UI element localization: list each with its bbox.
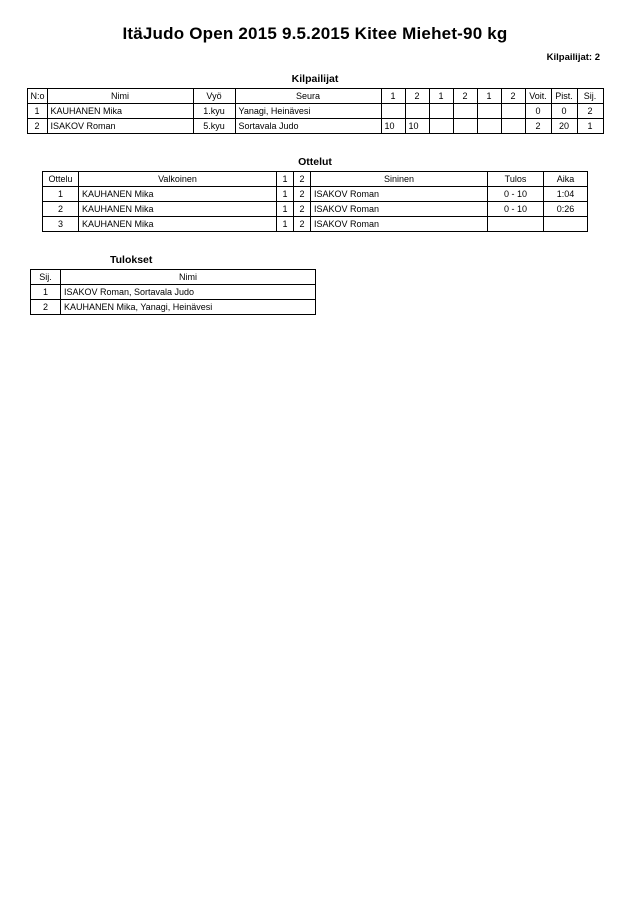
cell-result: 0 - 10 [488, 202, 544, 217]
cell-result: 0 - 10 [488, 187, 544, 202]
cell-belt: 1.kyu [193, 104, 235, 119]
cell-wins: 2 [525, 119, 551, 134]
cell-m6 [501, 119, 525, 134]
results-section-title: Tulokset [110, 254, 153, 266]
matches-table [42, 171, 588, 232]
cell-rank: 2 [577, 104, 603, 119]
cell-m5 [477, 104, 501, 119]
cell-result [488, 217, 544, 232]
cell-club: Yanagi, Heinävesi [235, 104, 381, 119]
table-header-row [27, 89, 603, 104]
cell-m2 [405, 104, 429, 119]
competitors-section-title: Kilpailijat [291, 73, 339, 85]
cell-result-rank: 2 [31, 300, 61, 315]
cell-result-name: ISAKOV Roman, Sortavala Judo [61, 285, 316, 300]
results-table [30, 269, 316, 315]
table-row [31, 300, 316, 315]
cell-s2: 2 [294, 202, 311, 217]
cell-s2: 2 [294, 187, 311, 202]
column-header-result-name: Nimi [61, 270, 316, 285]
column-header-m5: 1 [477, 89, 501, 104]
cell-time [544, 217, 588, 232]
column-header-m6: 2 [501, 89, 525, 104]
column-header-time: Aika [544, 172, 588, 187]
column-header-s1: 1 [277, 172, 294, 187]
column-header-s2: 2 [294, 172, 311, 187]
document-page [0, 24, 630, 915]
cell-m4 [453, 104, 477, 119]
column-header-white: Valkoinen [79, 172, 277, 187]
cell-blue: ISAKOV Roman [311, 187, 488, 202]
cell-rank: 1 [577, 119, 603, 134]
column-header-no: N:o [27, 89, 47, 104]
cell-time: 0:26 [544, 202, 588, 217]
column-header-points: Pist. [551, 89, 577, 104]
cell-white: KAUHANEN Mika [79, 202, 277, 217]
cell-s2: 2 [294, 217, 311, 232]
cell-name: KAUHANEN Mika [47, 104, 193, 119]
competitors-table [27, 88, 604, 134]
table-header-row [31, 270, 316, 285]
cell-match-no: 1 [43, 187, 79, 202]
column-header-m1: 1 [381, 89, 405, 104]
cell-white: KAUHANEN Mika [79, 187, 277, 202]
cell-m1 [381, 104, 405, 119]
table-row [27, 104, 603, 119]
cell-s1: 1 [277, 187, 294, 202]
column-header-m3: 1 [429, 89, 453, 104]
column-header-match-no: Ottelu [43, 172, 79, 187]
cell-white: KAUHANEN Mika [79, 217, 277, 232]
cell-no: 1 [27, 104, 47, 119]
column-header-m4: 2 [453, 89, 477, 104]
cell-result-name: KAUHANEN Mika, Yanagi, Heinävesi [61, 300, 316, 315]
competitor-count-label: Kilpailijat: 2 [546, 52, 600, 63]
cell-m5 [477, 119, 501, 134]
cell-m3 [429, 104, 453, 119]
cell-s1: 1 [277, 202, 294, 217]
cell-match-no: 2 [43, 202, 79, 217]
table-row [43, 187, 588, 202]
cell-m3 [429, 119, 453, 134]
cell-s1: 1 [277, 217, 294, 232]
table-row [27, 119, 603, 134]
column-header-name: Nimi [47, 89, 193, 104]
table-row [43, 202, 588, 217]
matches-section-title: Ottelut [298, 156, 332, 168]
column-header-result: Tulos [488, 172, 544, 187]
column-header-rank: Sij. [577, 89, 603, 104]
cell-belt: 5.kyu [193, 119, 235, 134]
column-header-belt: Vyö [193, 89, 235, 104]
column-header-blue: Sininen [311, 172, 488, 187]
cell-points: 0 [551, 104, 577, 119]
page-title: ItäJudo Open 2015 9.5.2015 Kitee Miehet-90 kg [122, 24, 508, 43]
cell-points: 20 [551, 119, 577, 134]
cell-name: ISAKOV Roman [47, 119, 193, 134]
cell-match-no: 3 [43, 217, 79, 232]
cell-club: Sortavala Judo [235, 119, 381, 134]
cell-no: 2 [27, 119, 47, 134]
cell-m6 [501, 104, 525, 119]
cell-result-rank: 1 [31, 285, 61, 300]
cell-m2: 10 [405, 119, 429, 134]
column-header-wins: Voit. [525, 89, 551, 104]
table-header-row [43, 172, 588, 187]
cell-blue: ISAKOV Roman [311, 217, 488, 232]
column-header-m2: 2 [405, 89, 429, 104]
cell-time: 1:04 [544, 187, 588, 202]
table-row [31, 285, 316, 300]
column-header-result-rank: Sij. [31, 270, 61, 285]
column-header-club: Seura [235, 89, 381, 104]
cell-wins: 0 [525, 104, 551, 119]
table-row [43, 217, 588, 232]
cell-blue: ISAKOV Roman [311, 202, 488, 217]
cell-m1: 10 [381, 119, 405, 134]
cell-m4 [453, 119, 477, 134]
